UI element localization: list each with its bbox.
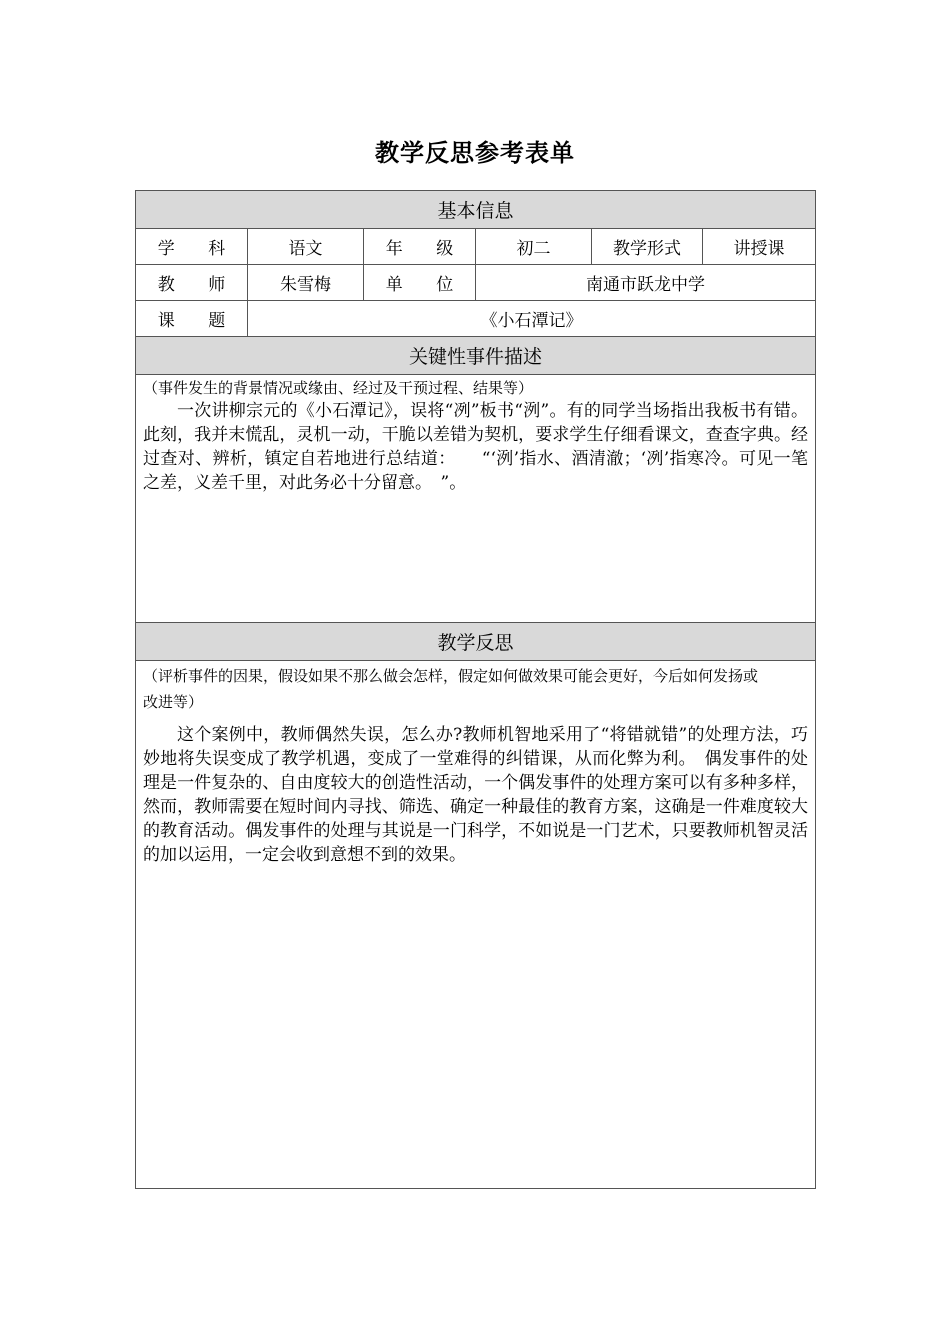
teacher-value: 朱雪梅 (248, 265, 364, 301)
reflection-header: 教学反思 (136, 623, 816, 661)
grade-value: 初二 (476, 229, 592, 265)
reflection-section (136, 661, 816, 1189)
key-event-hint: （事件发生的背景情况或缘由、经过及干预过程、结果等） (143, 379, 534, 397)
teaching-form-value: 讲授课 (703, 229, 816, 265)
grade-label: 年 级 (364, 229, 476, 265)
key-event-section (136, 375, 816, 623)
reflection-form-table (135, 190, 816, 1189)
subject-label: 学 科 (136, 229, 248, 265)
basic-info-header: 基本信息 (136, 191, 816, 229)
reflection-body: 这个案例中，教师偶然失误，怎么办?教师机智地采用了“将错就错”的处理方法，巧妙地将失误变成了教学机遇，变成了一堂难得的纠错课，从而化弊为利。 偶发事件的处理是一件复杂的、自由度较大的创造性活动，一个偶发事件的处理方案可以有多种多样，然而，教师需要在短时间内寻找、筛选、确定一种最佳的教育方案，这确是一件难度较大的教育活动。偶发事件的处理与其说是一门科学，不如说是一门艺术，只要教师机智灵活的加以运用，一定会收到意想不到的效果。 (143, 725, 809, 865)
page-title: 教学反思参考表单 (375, 139, 575, 167)
teaching-form-label: 教学形式 (592, 229, 703, 265)
unit-value: 南通市跃龙中学 (476, 265, 816, 301)
key-event-body: 一次讲柳宗元的《小石潭记》，误将“冽”板书“洌”。有的同学当场指出我板书有错。此刻，我并末慌乱，灵机一动，干脆以差错为契机，要求学生仔细看课文，查查字典。经过查对、辨析，镇定自若地进行总结道： “‘洌’指水、酒清澈；‘冽’指寒冷。可见一笔之差，义差千里，对此务必十分留意。 ”。 (143, 401, 809, 493)
key-event-header: 关键性事件描述 (136, 337, 816, 375)
reflection-hint-line1: （评析事件的因果，假设如果不那么做会怎样，假定如何做效果可能会更好，今后如何发扬或 (143, 667, 759, 685)
subject-value: 语文 (248, 229, 364, 265)
topic-label: 课 题 (136, 301, 248, 337)
topic-value: 《小石潭记》 (248, 301, 816, 337)
unit-label: 单 位 (364, 265, 476, 301)
reflection-hint-line2: 改进等） (143, 693, 204, 711)
teacher-label: 教 师 (136, 265, 248, 301)
